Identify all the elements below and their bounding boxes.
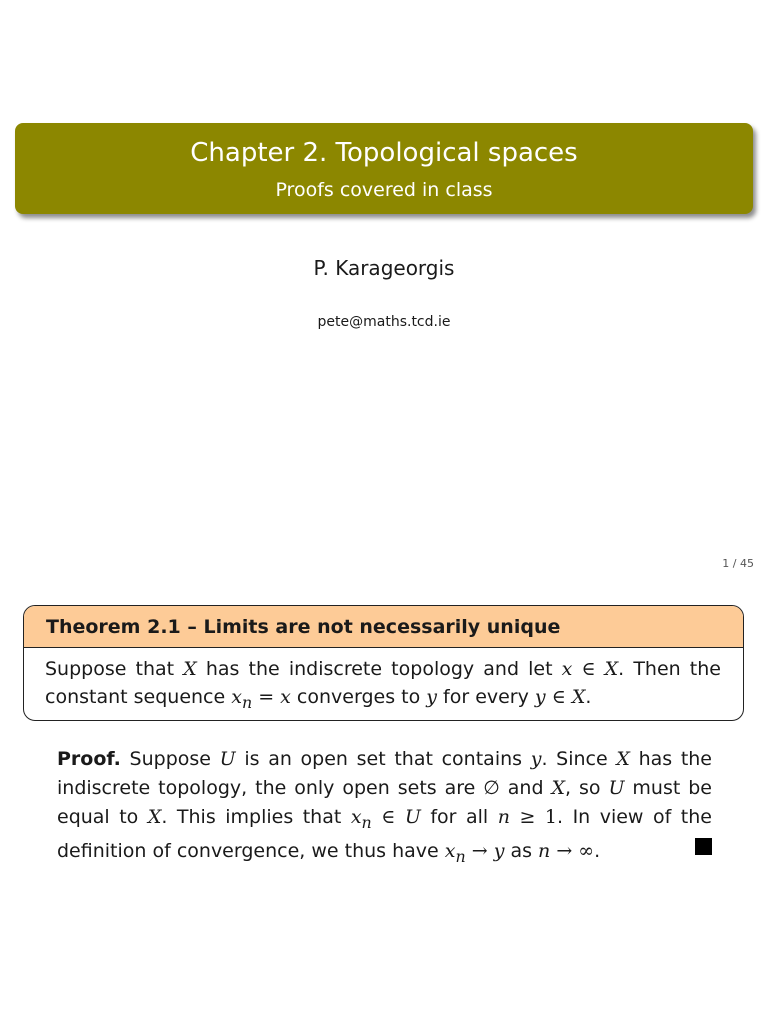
text: . This implies that	[161, 806, 351, 828]
theorem-heading: Theorem 2.1 – Limits are not necessarily unique	[24, 606, 743, 648]
math-symbol: U	[404, 806, 421, 828]
text: for all	[420, 806, 498, 828]
math-operator: ∈	[371, 806, 405, 828]
text: must be equal to	[57, 777, 712, 828]
math-symbol: n	[497, 806, 510, 828]
math-symbol: y	[534, 686, 546, 708]
text: for every	[436, 686, 535, 708]
math-subscript: n	[241, 692, 253, 712]
math-symbol: x	[231, 686, 242, 708]
math-symbol: U	[219, 748, 236, 770]
math-symbol: n	[538, 839, 551, 862]
author-email: pete@maths.tcd.ie	[317, 314, 451, 330]
math-subscript: n	[361, 812, 372, 832]
math-symbol: X	[147, 806, 162, 828]
qed-square-icon	[695, 838, 712, 855]
math-symbol: x	[444, 839, 456, 862]
text: Suppose that	[45, 658, 184, 680]
text: has the indiscrete topology and let	[196, 658, 562, 680]
text: has the indiscrete topology, the only open sets are ∅ and	[57, 748, 713, 799]
math-symbol: X	[183, 658, 197, 680]
math-symbol: y	[530, 748, 542, 770]
text: Suppose	[120, 748, 220, 770]
math-operator: →	[465, 839, 494, 862]
math-symbol: X	[551, 777, 565, 799]
math-operator: ≥	[509, 806, 545, 828]
text: converges to	[290, 686, 427, 708]
math-symbol: X	[616, 748, 630, 770]
text: , so	[564, 777, 609, 799]
text: . In view of the definition of convergence, we thus have	[57, 806, 712, 862]
text: is an open set that contains	[235, 748, 531, 770]
proof-paragraph	[57, 745, 712, 871]
text: .	[585, 686, 592, 708]
math-symbol: y	[493, 839, 505, 862]
slide-title: Chapter 2. Topological spaces	[190, 138, 578, 168]
title-banner	[15, 123, 753, 214]
text: . Since	[541, 748, 617, 770]
slide-subtitle: Proofs covered in class	[275, 179, 493, 201]
math-symbol: x	[280, 686, 291, 708]
theorem-statement	[24, 648, 743, 717]
math-operator: ∈	[572, 658, 605, 680]
theorem-block	[23, 605, 744, 721]
math-operator: ∈	[545, 686, 572, 708]
math-symbol: x	[350, 806, 362, 828]
math-symbol: U	[608, 777, 625, 799]
text: as	[504, 839, 539, 862]
math-symbol: X	[571, 686, 586, 708]
math-symbol: y	[426, 686, 437, 708]
math-operator: → ∞	[550, 839, 595, 862]
math-number: 1	[544, 806, 558, 828]
text: .	[594, 839, 601, 862]
math-subscript: n	[455, 846, 466, 866]
page-number: 1 / 45	[722, 557, 754, 570]
proof-label: Proof.	[57, 748, 121, 770]
text: . Then the constant sequence	[45, 658, 721, 708]
math-operator: =	[252, 686, 281, 708]
math-symbol: X	[604, 658, 619, 680]
math-symbol: x	[561, 658, 573, 680]
author-name: P. Karageorgis	[313, 256, 455, 280]
